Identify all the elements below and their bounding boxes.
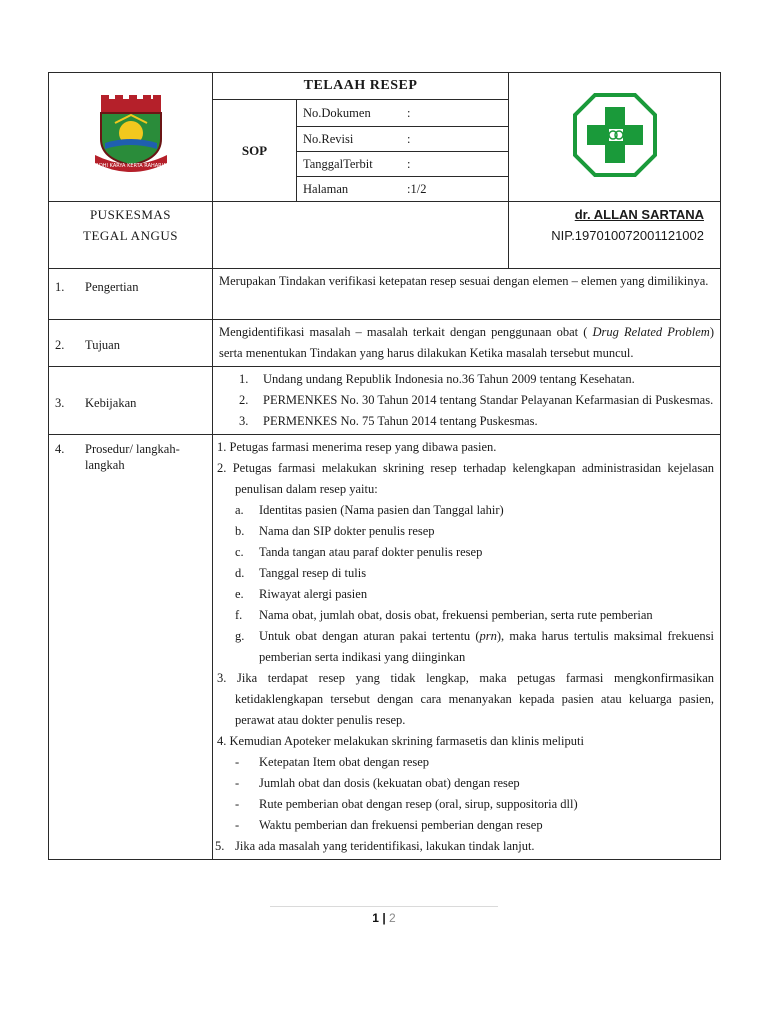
document-title: TELAAH RESEP (213, 73, 509, 100)
section-content-pengertian: Merupakan Tindakan verifikasi ketepatan resep sesuai dengan elemen – elemen yang dimilikinya. (213, 269, 721, 320)
prosedur-sub-item: d. Tanggal resep di tulis (235, 566, 367, 580)
section-content-kebijakan (213, 367, 721, 435)
kabupaten-logo-cell (49, 73, 213, 202)
kabupaten-emblem-icon (91, 93, 171, 177)
sop-label: SOP (213, 100, 297, 202)
signer-name: dr. ALLAN SARTANA (574, 207, 704, 222)
section-content-prosedur (213, 435, 721, 860)
signer-block (509, 202, 721, 269)
section-label-tujuan: 2. Tujuan (49, 320, 213, 367)
prosedur-sub-item: f. Nama obat, jumlah obat, dosis obat, frekuensi pemberian, serta rute pemberian (235, 608, 653, 622)
prosedur-dash-item: - Waktu pemberian dan frekuensi pemberian dengan resep (235, 818, 543, 832)
next-page-link[interactable]: 2 (389, 911, 396, 925)
puskesmas-cross-icon (573, 93, 657, 177)
section-label-pengertian: 1. Pengertian (49, 269, 213, 320)
prosedur-dash-item: - Ketepatan Item obat dengan resep (235, 755, 430, 769)
meta-tanggal-terbit: TanggalTerbit : (297, 152, 509, 177)
organization-name: PUSKESMAS TEGAL ANGUS (49, 202, 213, 269)
prosedur-sub-item: c. Tanda tangan atau paraf dokter penulis resep (235, 545, 483, 559)
kebijakan-item: 1. Undang undang Republik Indonesia no.36 Tahun 2009 tentang Kesehatan. (239, 372, 635, 386)
prosedur-step-3: 3. Jika terdapat resep yang tidak lengkap, maka petugas farmasi mengkonfirmasikan ketidaklengkapan tersebut dengan cara menanyakan kepada pasien atau keluarga pasien, perawat atau dokter penulis resep. (217, 671, 714, 727)
sop-document (48, 72, 720, 860)
section-content-tujuan: Mengidentifikasi masalah – masalah terkait dengan penggunaan obat ( Drug Related Problem) serta menentukan Tindakan yang harus dilakukan Ketika masalah tersebut muncul. (213, 320, 721, 367)
kebijakan-item: 3. PERMENKES No. 75 Tahun 2014 tentang Puskesmas. (239, 414, 538, 428)
meta-no-dokumen: No.Dokumen : (297, 100, 509, 127)
sop-table (48, 72, 721, 860)
prosedur-dash-item: - Rute pemberian obat dengan resep (oral, sirup, suppositoria dll) (235, 797, 578, 811)
page-indicator (270, 906, 498, 925)
prosedur-sub-item: e. Riwayat alergi pasien (235, 587, 368, 601)
puskesmas-logo-cell (509, 73, 721, 202)
prosedur-sub-item: a. Identitas pasien (Nama pasien dan Tanggal lahir) (235, 503, 504, 517)
emblem-banner-text: ADHI KARYA KERTA RAHARJA (95, 163, 166, 169)
prosedur-step-1: 1. Petugas farmasi menerima resep yang dibawa pasien. (217, 440, 497, 454)
meta-no-revisi: No.Revisi : (297, 127, 509, 152)
current-page-number: 1 (372, 911, 379, 925)
empty-cell (213, 202, 509, 269)
section-label-kebijakan: 3. Kebijakan (49, 367, 213, 435)
meta-halaman: Halaman :1/2 (297, 177, 509, 202)
prosedur-step-4: 4. Kemudian Apoteker melakukan skrining farmasetis dan klinis meliputi (217, 734, 584, 748)
prosedur-step-2: 2. Petugas farmasi melakukan skrining resep terhadap kelengkapan administrasidan kejelasan penulisan dalam resep yaitu: (217, 461, 714, 496)
section-label-prosedur: 4. Prosedur/ langkah-langkah (49, 435, 213, 860)
signer-nip: NIP.197010072001121002 (551, 228, 704, 243)
kebijakan-item: 2. PERMENKES No. 30 Tahun 2014 tentang Standar Pelayanan Kefarmasian di Puskesmas. (239, 393, 714, 407)
page-separator: | (382, 911, 386, 925)
prosedur-dash-item: - Jumlah obat dan dosis (kekuatan obat) dengan resep (235, 776, 520, 790)
prosedur-sub-item: g. Untuk obat dengan aturan pakai tertentu (prn), maka harus tertulis maksimal frekuensi pemberian serta indikasi yang diinginkan (235, 629, 714, 664)
prosedur-sub-item: b. Nama dan SIP dokter penulis resep (235, 524, 435, 538)
prosedur-step-5: 5. Jika ada masalah yang teridentifikasi, lakukan tindak lanjut. (215, 839, 535, 853)
